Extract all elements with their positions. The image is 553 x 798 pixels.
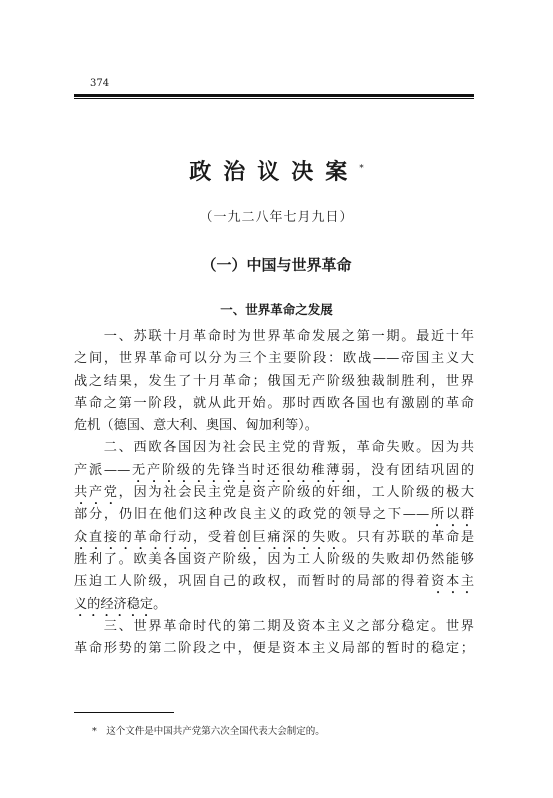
text-line: 之间，世界革命可以分为三个主要阶段：欧战——帝国主义大 xyxy=(74,351,474,367)
text-line: 二、西欧各国因为社会民主党的背叛，革命失败。因为共 xyxy=(74,440,474,456)
text-line: 战之结果，发生了十月革命；俄国无产阶级独裁制胜利，世界 xyxy=(74,373,474,389)
text-run: 压迫工人阶级，巩固自己的政权，而暂时的局部的得着 xyxy=(74,574,432,590)
text-run: 部分，仍旧在他们这种改良主义的政党的领导之下—— xyxy=(74,507,430,523)
emphasized-text: 创巨痛深的失败 xyxy=(237,529,342,545)
text-line xyxy=(74,571,474,593)
title-text: 政治议决案 xyxy=(189,160,360,185)
page-number: 374 xyxy=(90,78,110,89)
emphasized-text: 众直接的革命行动 xyxy=(74,529,194,545)
emphasized-text: 义的经济稳定 xyxy=(74,596,154,612)
text-line: 革命形势的第二阶段之中，便是资本主义局部的暂时的稳定； xyxy=(74,641,474,657)
text-run: ，受着 xyxy=(193,529,238,545)
paragraph-1 xyxy=(74,326,474,437)
document-date: （一九二八年七月九日） xyxy=(199,210,354,225)
text-run: 产派—— xyxy=(74,462,131,478)
subsection-heading: 一、世界革命之发展 xyxy=(220,302,333,317)
footnote-text: 这个文件是中国共产党第六次全国代表大会制定的。 xyxy=(106,726,325,737)
emphasized-text: 无产阶级的先锋当时还很幼稚薄弱 xyxy=(130,462,357,478)
footnote-rule xyxy=(74,712,174,713)
footnote xyxy=(92,723,325,737)
text-line xyxy=(74,504,474,526)
text-run: 。 xyxy=(153,596,167,612)
text-line xyxy=(74,527,474,549)
document-title xyxy=(0,155,553,186)
title-footnote-mark: * xyxy=(359,163,364,174)
text-line xyxy=(74,482,474,504)
text-run: ，没有团结巩固的 xyxy=(356,462,474,478)
header-rule-thick xyxy=(74,94,474,97)
footnote-mark: * xyxy=(92,726,97,737)
header-rule-thin xyxy=(74,98,474,99)
body-text xyxy=(74,326,474,660)
emphasized-text: 共产党 xyxy=(74,485,119,501)
text-run: ，因为社会民主党是资产阶级的奸细，工人阶级的极大 xyxy=(118,485,474,501)
paragraph-3 xyxy=(74,616,474,661)
text-line xyxy=(74,460,474,482)
paragraph-2 xyxy=(74,437,474,615)
text-line: 胜利了。欧美各国资产阶级，因为工人阶级的失败却仍然能够 xyxy=(74,551,474,567)
emphasized-text: 所以群 xyxy=(429,507,474,523)
section-heading: （一）中国与世界革命 xyxy=(201,256,352,274)
text-line: 革命之第一阶段，就从此开始。那时西欧各国也有激剧的革命 xyxy=(74,395,474,411)
emphasized-text: 资本主 xyxy=(431,574,474,590)
text-line: 危机（德国、意大利、奥国、匈加利等）。 xyxy=(74,418,318,434)
text-run: 。只有苏联的革命是 xyxy=(341,529,474,545)
text-line xyxy=(74,594,474,616)
text-line: 三、世界革命时代的第二期及资本主义之部分稳定。世界 xyxy=(74,618,474,634)
text-line: 一、苏联十月革命时为世界革命发展之第一期。最近十年 xyxy=(74,329,474,344)
